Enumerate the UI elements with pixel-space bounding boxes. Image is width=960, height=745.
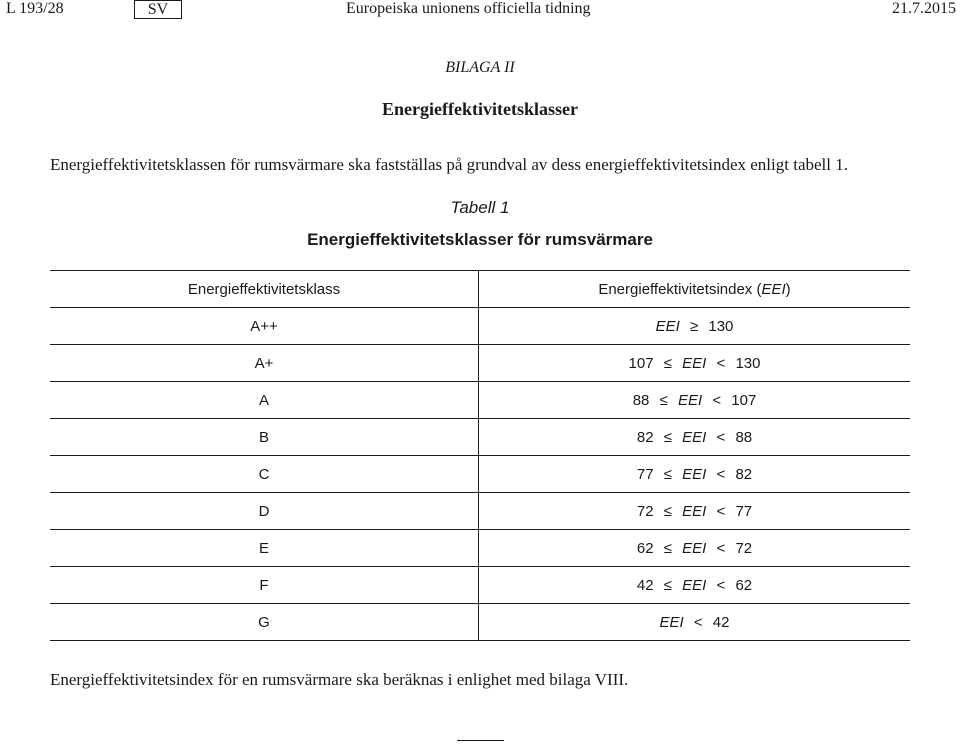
annex-label: BILAGA II (445, 59, 515, 76)
efficiency-class-cell: D (50, 493, 479, 530)
header-index-abbrev: EEI (761, 280, 786, 298)
journal-title: Europeiska unionens officiella tidning (346, 0, 591, 17)
efficiency-class-cell: G (50, 604, 479, 641)
index-lower-operator: ≤ (663, 354, 672, 372)
index-upper-bound: 62 (735, 576, 753, 594)
efficiency-index-cell (479, 493, 911, 530)
index-lower-operator: ≤ (663, 539, 672, 557)
page-header (0, 0, 960, 22)
efficiency-index-cell (479, 530, 911, 567)
language-code-box: SV (134, 0, 182, 19)
annex-title: Energieffektivitetsklasser (382, 99, 578, 119)
index-upper-operator: < (716, 502, 726, 520)
footer-divider (457, 740, 504, 741)
index-upper-bound: 42 (712, 613, 730, 631)
index-lower-bound: 72 (636, 502, 654, 520)
index-upper-operator: < (712, 391, 722, 409)
index-lower-operator: ≤ (663, 465, 672, 483)
index-variable: EEI (682, 539, 707, 557)
publication-date: 21.7.2015 (892, 0, 956, 17)
header-class-column: Energieffektivitetsklass (50, 271, 479, 308)
index-upper-operator: < (716, 465, 726, 483)
intro-paragraph: Energieffektivitetsklassen för rumsvärmare ska fastställas på grundval av dess energieffektivitetsindex enligt tabell 1. (50, 155, 848, 174)
index-upper-bound: 130 (735, 354, 761, 372)
index-upper-bound: 82 (735, 465, 753, 483)
index-upper-operator: < (716, 354, 726, 372)
efficiency-class-cell: E (50, 530, 479, 567)
efficiency-index-cell (479, 456, 911, 493)
page-reference: L 193/28 (6, 0, 64, 17)
index-upper-bound: 107 (731, 391, 757, 409)
table-row (50, 308, 910, 345)
table-header-row (50, 271, 910, 308)
index-upper-bound: 130 (708, 317, 734, 335)
efficiency-index-cell (479, 345, 911, 382)
index-lower-bound: 42 (636, 576, 654, 594)
table-label: Tabell 1 (450, 198, 510, 217)
header-index-text: Energieffektivitetsindex ( (598, 280, 762, 298)
efficiency-index-cell (479, 308, 911, 345)
index-upper-operator: < (693, 613, 703, 631)
table-row (50, 493, 910, 530)
index-lower-operator: ≤ (663, 428, 672, 446)
efficiency-class-cell: A++ (50, 308, 479, 345)
efficiency-class-cell: B (50, 419, 479, 456)
index-lower-operator: ≤ (659, 391, 668, 409)
table-row (50, 604, 910, 641)
index-variable: EEI (659, 613, 684, 631)
table-row (50, 419, 910, 456)
index-lower-operator: ≤ (663, 576, 672, 594)
table-row (50, 456, 910, 493)
table-title: Energieffektivitetsklasser för rumsvärmare (307, 230, 653, 249)
efficiency-index-cell (479, 604, 911, 641)
table-row (50, 345, 910, 382)
efficiency-class-table (50, 270, 910, 641)
header-index-close: ) (785, 280, 791, 298)
index-upper-operator: < (716, 576, 726, 594)
table-row (50, 530, 910, 567)
header-index-column (479, 271, 911, 308)
index-variable: EEI (682, 465, 707, 483)
table-row (50, 567, 910, 604)
table-row (50, 382, 910, 419)
index-lower-bound: 62 (636, 539, 654, 557)
index-lower-bound: 107 (628, 354, 654, 372)
index-lower-bound: 88 (632, 391, 650, 409)
index-upper-bound: 88 (735, 428, 753, 446)
index-variable: EEI (682, 576, 707, 594)
efficiency-index-cell (479, 382, 911, 419)
index-upper-operator: ≥ (689, 317, 699, 335)
index-upper-bound: 77 (735, 502, 753, 520)
efficiency-class-cell: F (50, 567, 479, 604)
index-variable: EEI (682, 354, 707, 372)
efficiency-class-cell: A+ (50, 345, 479, 382)
index-lower-bound: 77 (636, 465, 654, 483)
efficiency-class-cell: A (50, 382, 479, 419)
index-variable: EEI (682, 502, 707, 520)
index-upper-bound: 72 (735, 539, 753, 557)
index-variable: EEI (655, 317, 680, 335)
index-variable: EEI (682, 428, 707, 446)
index-upper-operator: < (716, 539, 726, 557)
efficiency-index-cell (479, 567, 911, 604)
footnote-paragraph: Energieffektivitetsindex för en rumsvärmare ska beräknas i enlighet med bilaga VIII. (50, 670, 629, 689)
efficiency-index-cell (479, 419, 911, 456)
efficiency-class-cell: C (50, 456, 479, 493)
index-variable: EEI (677, 391, 703, 409)
index-upper-operator: < (716, 428, 726, 446)
index-lower-operator: ≤ (663, 502, 672, 520)
index-lower-bound: 82 (636, 428, 654, 446)
